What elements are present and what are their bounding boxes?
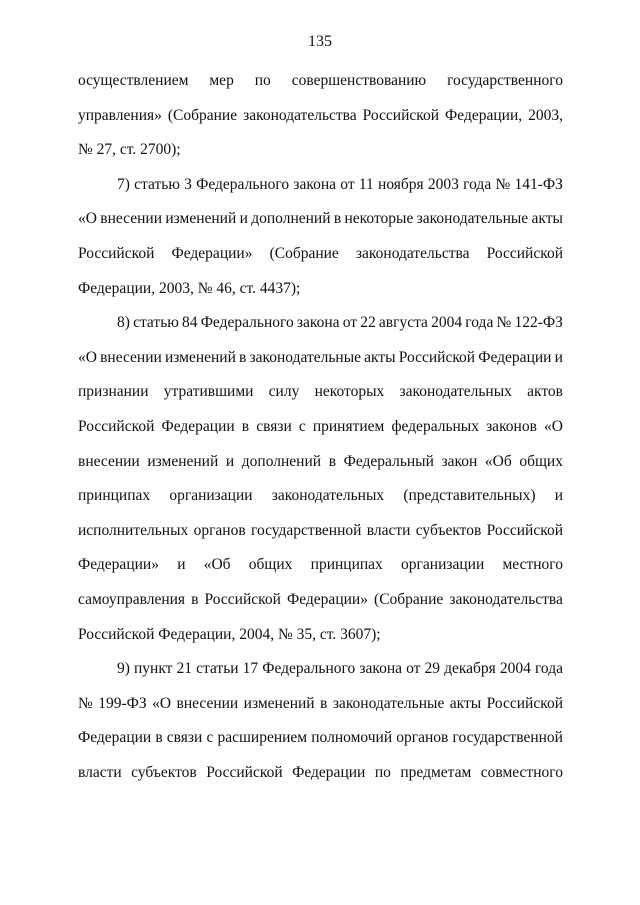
text-line: Российской Федерации в связи с принятием федеральных законов «О (78, 417, 563, 435)
text-line: 8) статью 84 Федерального закона от 22 августа 2004 года № 122-ФЗ (117, 314, 563, 332)
text-line: № 199-ФЗ «О внесении изменений в законодательные акты Российской (78, 694, 563, 712)
text-line: Федерации, 2003, № 46, ст. 4437); (78, 279, 301, 297)
list-item-8 (78, 306, 563, 652)
text-line: управления» (Собрание законодательства Российской Федерации, 2003, (78, 106, 563, 124)
text-line: 7) статью 3 Федерального закона от 11 ноября 2003 года № 141-ФЗ (117, 175, 563, 193)
text-line: «О внесении изменений в законодательные акты Российской Федерации и (78, 348, 563, 366)
text-line: «О внесении изменений и дополнений в некоторые законодательные акты (78, 210, 563, 228)
text-line: власти субъектов Российской Федерации по предметам совместного (78, 763, 563, 781)
text-line: № 27, ст. 2700); (78, 141, 181, 159)
document-body (78, 64, 563, 790)
paragraph-continuation (78, 64, 563, 168)
text-line: Российской Федерации, 2004, № 35, ст. 3607); (78, 625, 381, 643)
page-number: 135 (308, 33, 332, 50)
text-line: Российской Федерации» (Собрание законодательства Российской (78, 244, 563, 262)
text-line: принципах организации законодательных (представительных) и (78, 487, 563, 505)
text-line: самоуправления в Российской Федерации» (Собрание законодательства (78, 590, 563, 608)
text-line: 9) пункт 21 статьи 17 Федерального закона от 29 декабря 2004 года (117, 660, 563, 678)
text-line: осуществлением мер по совершенствованию государственного (78, 72, 563, 89)
list-item-7 (78, 168, 563, 306)
text-line: Федерации» и «Об общих принципах организации местного (78, 556, 563, 574)
text-line: внесении изменений и дополнений в Федеральный закон «Об общих (78, 452, 563, 470)
list-item-9 (78, 652, 563, 790)
text-line: признании утратившими силу некоторых законодательных актов (78, 383, 563, 401)
text-line: исполнительных органов государственной власти субъектов Российской (78, 521, 563, 539)
text-line: Федерации в связи с расширением полномочий органов государственной (78, 729, 563, 747)
